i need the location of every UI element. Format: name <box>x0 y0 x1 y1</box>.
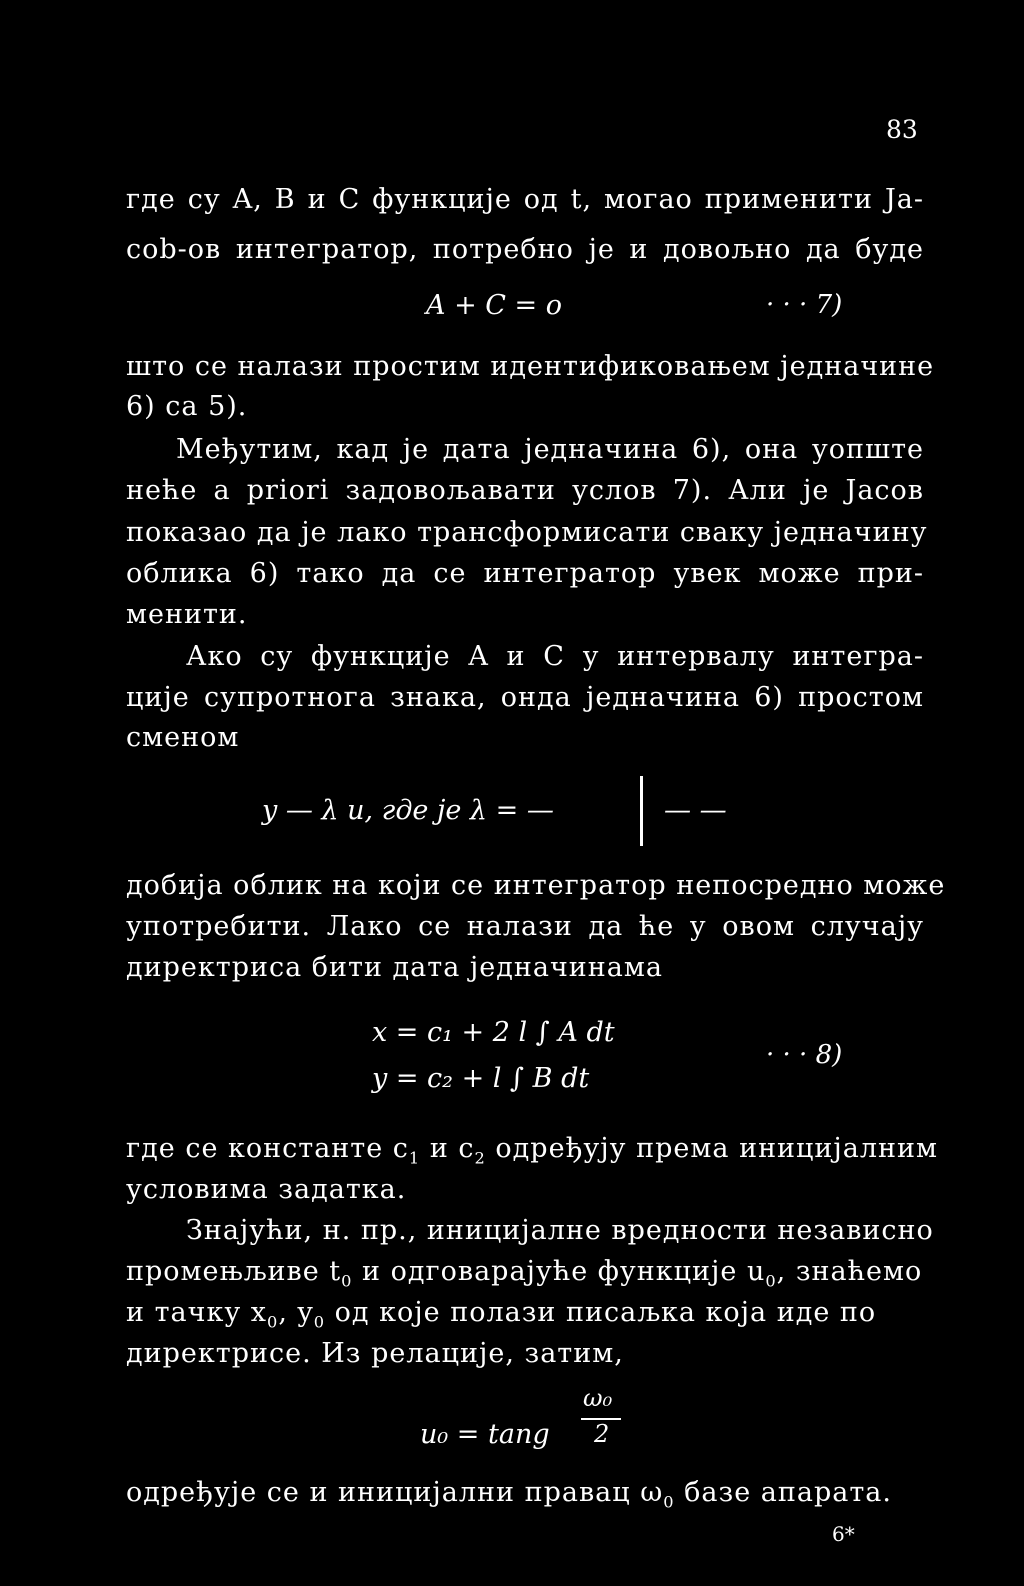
equation-8-line-2: y = c₂ + l ∫ B dt <box>372 1063 590 1094</box>
text-line-17: условима задатка. <box>126 1174 407 1205</box>
text-line-18: Знајући, н. пр., иницијалне вредности независно <box>186 1215 934 1246</box>
text-line-7: показао да је лако трансформисати сваку једначину <box>126 517 928 548</box>
equation-u0: u₀ = tang <box>420 1419 550 1450</box>
equation-8-line-1: x = c₁ + 2 l ∫ A dt <box>372 1017 615 1048</box>
text-line-15: директриса бити дата једначинама <box>126 952 663 983</box>
text-line-3: што се налази простим идентификовањем једначине <box>126 351 935 382</box>
page-number: 83 <box>886 115 918 144</box>
text-line-12: сменом <box>126 722 240 753</box>
text-line-11: ције супротнога знака, онда једначина 6) простом <box>126 682 924 713</box>
equation-u0-numerator: ω₀ <box>583 1384 613 1412</box>
text-line-14: употребити. Лако се налази да ће у овом случају <box>126 911 924 942</box>
equation-8-tag: · · · 8) <box>766 1040 843 1070</box>
text-line-1: где су A, B и C функције од t, могао применити Ja- <box>126 184 924 215</box>
text-line-6: неће a priori задовољавати услов 7). Али је Јасов <box>126 475 924 506</box>
text-line-22: одређује се и иницијални правац $\omega_0$ базе апарата. <box>126 1477 892 1512</box>
text-line-20: и тачку $x_0$, $y_0$ од које полази писаљка која иде по <box>126 1297 877 1332</box>
text-line-21: директрисе. Из релације, затим, <box>126 1338 624 1369</box>
text-line-2: cob-ов интегратор, потребно је и довољно да буде <box>126 234 924 265</box>
equation-substitution: y — λ u, где је λ = — <box>262 795 554 826</box>
fraction-bar <box>640 776 643 846</box>
signature-mark: 6* <box>832 1522 855 1546</box>
text-line-16: где се константе $c_1$ и $c_2$ одређују према иницијалним <box>126 1133 939 1168</box>
text-line-9: менити. <box>126 599 248 630</box>
equation-u0-denominator: 2 <box>594 1420 610 1448</box>
equation-7-tag: · · · 7) <box>766 290 843 320</box>
text-line-10: Ако су функције A и C у интервалу интегра- <box>186 641 924 672</box>
text-line-19: промењљиве $t_0$ и одговарајуће функције $u_0$, знаћемо <box>126 1256 923 1291</box>
equation-7: A + C = o <box>426 290 562 321</box>
equation-substitution-tail: — — <box>664 795 727 826</box>
text-line-13: добија облик на који се интегратор непосредно може <box>126 870 946 901</box>
text-line-8: облика 6) тако да се интегратор увек може при- <box>126 558 924 589</box>
text-line-4: 6) са 5). <box>126 391 248 422</box>
text-line-5: Међутим, кад је дата једначина 6), она уопште <box>176 434 924 465</box>
